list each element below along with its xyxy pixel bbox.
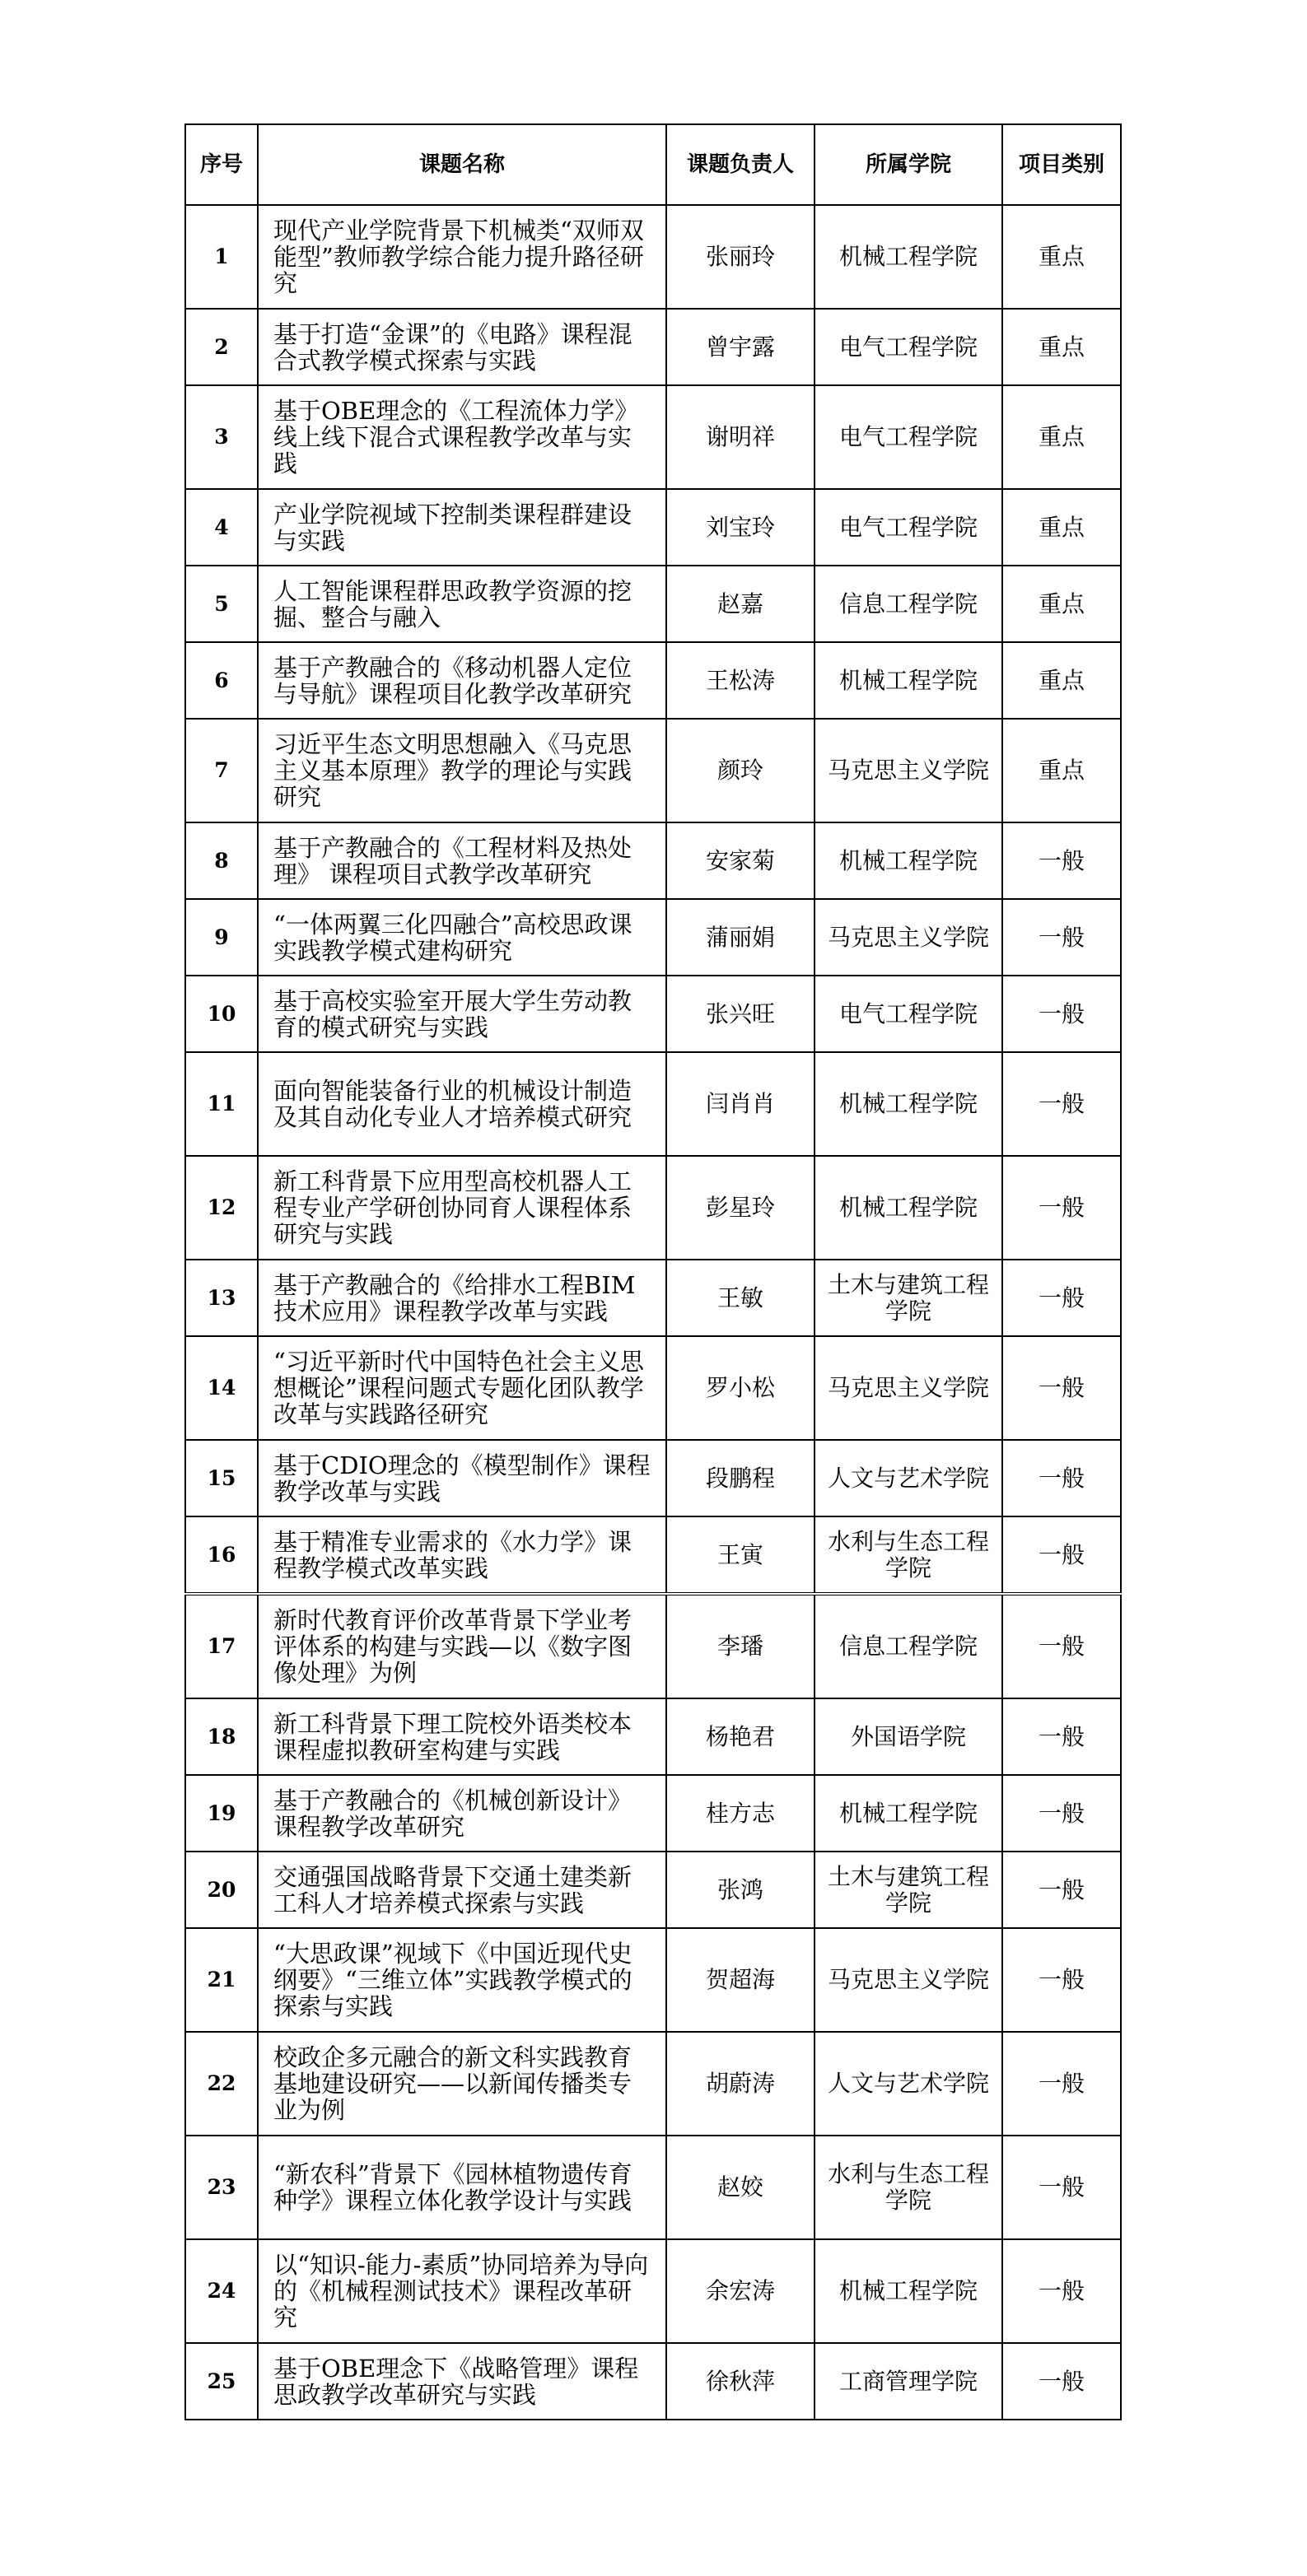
table-row	[185, 719, 1121, 822]
project-college: 土木与建筑工程学院	[815, 1260, 1002, 1336]
table-row	[185, 2343, 1121, 2420]
project-college: 电气工程学院	[815, 489, 1002, 566]
table-row	[185, 1852, 1121, 1928]
project-title: “新农科”背景下《园林植物遗传育种学》课程立体化教学设计与实践	[258, 2136, 666, 2239]
project-leader: 张兴旺	[666, 976, 815, 1052]
row-number: 21	[185, 1928, 258, 2032]
table-row	[185, 1440, 1121, 1516]
project-leader: 颜玲	[666, 719, 815, 822]
row-number: 17	[185, 1594, 258, 1698]
project-title: “大思政课”视域下《中国近现代史纲要》“三维立体”实践教学模式的探索与实践	[258, 1928, 666, 2032]
project-college: 马克思主义学院	[815, 899, 1002, 976]
project-college: 工商管理学院	[815, 2343, 1002, 2420]
project-title: 现代产业学院背景下机械类“双师双能型”教师教学综合能力提升路径研究	[258, 205, 666, 309]
project-college: 水利与生态工程学院	[815, 2136, 1002, 2239]
project-college: 马克思主义学院	[815, 1336, 1002, 1440]
project-college: 机械工程学院	[815, 1052, 1002, 1156]
project-college: 机械工程学院	[815, 1775, 1002, 1852]
project-college: 人文与艺术学院	[815, 2032, 1002, 2136]
project-leader: 张鸿	[666, 1852, 815, 1928]
project-category: 一般	[1002, 1928, 1121, 2032]
table-row	[185, 1698, 1121, 1775]
row-number: 14	[185, 1336, 258, 1440]
project-category: 一般	[1002, 1852, 1121, 1928]
table-body	[185, 205, 1121, 2420]
project-college: 人文与艺术学院	[815, 1440, 1002, 1516]
project-college: 马克思主义学院	[815, 1928, 1002, 2032]
project-category: 一般	[1002, 1440, 1121, 1516]
project-title: 校政企多元融合的新文科实践教育基地建设研究——以新闻传播类专业为例	[258, 2032, 666, 2136]
table-row	[185, 1928, 1121, 2032]
project-college: 机械工程学院	[815, 822, 1002, 899]
project-title: 交通强国战略背景下交通土建类新工科人才培养模式探索与实践	[258, 1852, 666, 1928]
project-college: 信息工程学院	[815, 566, 1002, 642]
row-number: 22	[185, 2032, 258, 2136]
project-category: 一般	[1002, 2136, 1121, 2239]
row-number: 20	[185, 1852, 258, 1928]
header-leader: 课题负责人	[666, 124, 815, 205]
project-college: 机械工程学院	[815, 642, 1002, 719]
table-row	[185, 2032, 1121, 2136]
project-category: 一般	[1002, 1156, 1121, 1260]
project-category: 一般	[1002, 2032, 1121, 2136]
project-category: 重点	[1002, 309, 1121, 385]
project-title: 基于产教融合的《移动机器人定位与导航》课程项目化教学改革研究	[258, 642, 666, 719]
project-leader: 王寅	[666, 1516, 815, 1594]
table-row	[185, 566, 1121, 642]
project-leader: 刘宝玲	[666, 489, 815, 566]
project-table-container	[184, 123, 1120, 2420]
row-number: 4	[185, 489, 258, 566]
row-number: 18	[185, 1698, 258, 1775]
project-title: 新时代教育评价改革背景下学业考评体系的构建与实践—以《数字图像处理》为例	[258, 1594, 666, 1698]
project-category: 一般	[1002, 1698, 1121, 1775]
project-title: 人工智能课程群思政教学资源的挖掘、整合与融入	[258, 566, 666, 642]
row-number: 2	[185, 309, 258, 385]
project-leader: 贺超海	[666, 1928, 815, 2032]
project-category: 重点	[1002, 385, 1121, 489]
project-category: 一般	[1002, 976, 1121, 1052]
project-leader: 余宏涛	[666, 2239, 815, 2343]
project-title: 基于高校实验室开展大学生劳动教育的模式研究与实践	[258, 976, 666, 1052]
project-leader: 王敏	[666, 1260, 815, 1336]
row-number: 25	[185, 2343, 258, 2420]
table-row	[185, 1336, 1121, 1440]
table-row	[185, 2136, 1121, 2239]
project-college: 水利与生态工程学院	[815, 1516, 1002, 1594]
project-category: 一般	[1002, 2343, 1121, 2420]
project-category: 重点	[1002, 566, 1121, 642]
project-title: 基于OBE理念的《工程流体力学》线上线下混合式课程教学改革与实践	[258, 385, 666, 489]
project-title: 基于CDIO理念的《模型制作》课程教学改革与实践	[258, 1440, 666, 1516]
project-leader: 徐秋萍	[666, 2343, 815, 2420]
row-number: 13	[185, 1260, 258, 1336]
project-title: 基于产教融合的《给排水工程BIM技术应用》课程教学改革与实践	[258, 1260, 666, 1336]
project-college: 电气工程学院	[815, 385, 1002, 489]
project-category: 一般	[1002, 822, 1121, 899]
row-number: 6	[185, 642, 258, 719]
project-title: 基于OBE理念下《战略管理》课程思政教学改革研究与实践	[258, 2343, 666, 2420]
project-category: 重点	[1002, 205, 1121, 309]
table-header-row	[185, 124, 1121, 205]
project-title: 基于产教融合的《工程材料及热处理》 课程项目式教学改革研究	[258, 822, 666, 899]
project-title: 基于精准专业需求的《水力学》课程教学模式改革实践	[258, 1516, 666, 1594]
project-leader: 安家菊	[666, 822, 815, 899]
project-college: 电气工程学院	[815, 976, 1002, 1052]
table-row	[185, 976, 1121, 1052]
table-row	[185, 1775, 1121, 1852]
table-row	[185, 2239, 1121, 2343]
table-row	[185, 385, 1121, 489]
row-number: 8	[185, 822, 258, 899]
table-row	[185, 1516, 1121, 1594]
project-leader: 蒲丽娟	[666, 899, 815, 976]
table-row	[185, 1594, 1121, 1698]
project-category: 一般	[1002, 1516, 1121, 1594]
project-college: 机械工程学院	[815, 205, 1002, 309]
project-leader: 胡蔚涛	[666, 2032, 815, 2136]
project-college: 机械工程学院	[815, 1156, 1002, 1260]
project-leader: 闫肖肖	[666, 1052, 815, 1156]
row-number: 7	[185, 719, 258, 822]
project-leader: 彭星玲	[666, 1156, 815, 1260]
project-category: 一般	[1002, 1594, 1121, 1698]
project-category: 重点	[1002, 642, 1121, 719]
project-college: 外国语学院	[815, 1698, 1002, 1775]
row-number: 11	[185, 1052, 258, 1156]
table-row	[185, 642, 1121, 719]
row-number: 5	[185, 566, 258, 642]
row-number: 3	[185, 385, 258, 489]
table-row	[185, 205, 1121, 309]
project-title: 习近平生态文明思想融入《马克思主义基本原理》教学的理论与实践研究	[258, 719, 666, 822]
project-college: 土木与建筑工程学院	[815, 1852, 1002, 1928]
project-leader: 李璠	[666, 1594, 815, 1698]
table-row	[185, 309, 1121, 385]
project-title: 产业学院视域下控制类课程群建设与实践	[258, 489, 666, 566]
project-title: 基于打造“金课”的《电路》课程混合式教学模式探索与实践	[258, 309, 666, 385]
project-leader: 桂方志	[666, 1775, 815, 1852]
project-category: 一般	[1002, 899, 1121, 976]
row-number: 19	[185, 1775, 258, 1852]
row-number: 9	[185, 899, 258, 976]
project-leader: 段鹏程	[666, 1440, 815, 1516]
project-category: 一般	[1002, 1775, 1121, 1852]
table-row	[185, 899, 1121, 976]
project-category: 一般	[1002, 1052, 1121, 1156]
project-leader: 杨艳君	[666, 1698, 815, 1775]
project-title: 新工科背景下理工院校外语类校本课程虚拟教研室构建与实践	[258, 1698, 666, 1775]
project-leader: 赵嘉	[666, 566, 815, 642]
project-category: 一般	[1002, 1336, 1121, 1440]
project-category: 重点	[1002, 489, 1121, 566]
project-college: 电气工程学院	[815, 309, 1002, 385]
project-leader: 张丽玲	[666, 205, 815, 309]
row-number: 24	[185, 2239, 258, 2343]
project-category: 重点	[1002, 719, 1121, 822]
row-number: 12	[185, 1156, 258, 1260]
project-leader: 谢明祥	[666, 385, 815, 489]
project-college: 信息工程学院	[815, 1594, 1002, 1698]
project-category: 一般	[1002, 2239, 1121, 2343]
table-row	[185, 1052, 1121, 1156]
table-row	[185, 822, 1121, 899]
project-title: “一体两翼三化四融合”高校思政课实践教学模式建构研究	[258, 899, 666, 976]
table-row	[185, 1260, 1121, 1336]
row-number: 16	[185, 1516, 258, 1594]
project-title: 基于产教融合的《机械创新设计》课程教学改革研究	[258, 1775, 666, 1852]
header-category: 项目类别	[1002, 124, 1121, 205]
project-leader: 罗小松	[666, 1336, 815, 1440]
row-number: 23	[185, 2136, 258, 2239]
project-title: “习近平新时代中国特色社会主义思想概论”课程问题式专题化团队教学改革与实践路径研究	[258, 1336, 666, 1440]
project-category: 一般	[1002, 1260, 1121, 1336]
project-title: 以“知识-能力-素质”协同培养为导向的《机械程测试技术》课程改革研究	[258, 2239, 666, 2343]
project-leader: 曾宇露	[666, 309, 815, 385]
table-row	[185, 1156, 1121, 1260]
project-leader: 赵姣	[666, 2136, 815, 2239]
project-title: 面向智能装备行业的机械设计制造及其自动化专业人才培养模式研究	[258, 1052, 666, 1156]
project-table	[184, 123, 1122, 2420]
table-row	[185, 489, 1121, 566]
header-college: 所属学院	[815, 124, 1002, 205]
project-title: 新工科背景下应用型高校机器人工程专业产学研创协同育人课程体系研究与实践	[258, 1156, 666, 1260]
header-no: 序号	[185, 124, 258, 205]
row-number: 10	[185, 976, 258, 1052]
project-college: 马克思主义学院	[815, 719, 1002, 822]
row-number: 15	[185, 1440, 258, 1516]
header-title: 课题名称	[258, 124, 666, 205]
project-college: 机械工程学院	[815, 2239, 1002, 2343]
row-number: 1	[185, 205, 258, 309]
project-leader: 王松涛	[666, 642, 815, 719]
